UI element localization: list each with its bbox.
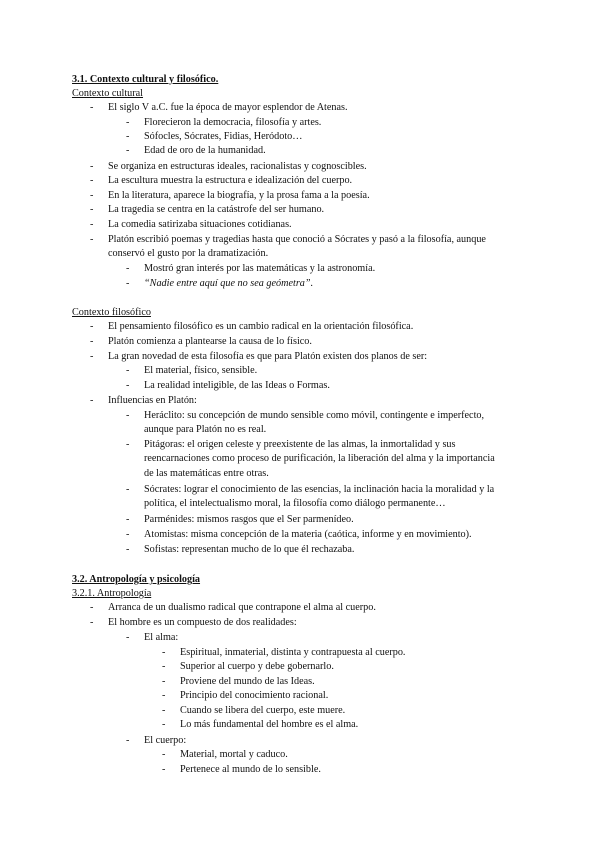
- bullet-dash: -: [126, 365, 130, 376]
- bullet-dash: -: [126, 410, 130, 421]
- list-item: El cuerpo:: [144, 735, 187, 746]
- bullet-dash: -: [126, 131, 130, 142]
- list-item: La tragedia se centra en la catástrofe del ser humano.: [108, 204, 325, 215]
- bullet-dash: -: [90, 102, 94, 113]
- list-item: Platón escribió poemas y tragedias hasta que conoció a Sócrates y pasó a la filosofía, aunque: [108, 234, 486, 245]
- list-item: El siglo V a.C. fue la época de mayor esplendor de Atenas.: [108, 102, 348, 113]
- bullet-dash: -: [126, 735, 130, 746]
- list-item: En la literatura, aparece la biografía, y la prosa fama a la poesía.: [108, 190, 370, 201]
- bullet-dash: -: [90, 321, 94, 332]
- section-title: 3.1. Contexto cultural y filosófico.: [72, 74, 219, 85]
- subsection-heading: Contexto cultural: [72, 88, 144, 99]
- bullet-dash: -: [126, 544, 130, 555]
- list-item: Platón comienza a plantearse la causa de lo físico.: [108, 336, 312, 347]
- bullet-dash: -: [90, 161, 94, 172]
- list-item: Pitágoras: el origen celeste y preexistente de las almas, la inmortalidad y sus: [144, 439, 456, 450]
- list-item-continued: política, el intelectualismo moral, la filosofía como diálogo permanente…: [144, 498, 446, 509]
- bullet-dash: -: [162, 647, 166, 658]
- bullet-dash: -: [90, 219, 94, 230]
- list-item: El pensamiento filosófico es un cambio radical en la orientación filosófica.: [108, 321, 414, 332]
- list-item: El material, físico, sensible.: [144, 365, 258, 376]
- list-item-continued: conservó el gusto por la dramatización.: [108, 248, 269, 259]
- list-item-continued: reencarnaciones como proceso de purificación, la liberación del alma y la importancia: [144, 453, 495, 464]
- bullet-dash: -: [90, 190, 94, 201]
- bullet-dash: -: [162, 764, 166, 775]
- bullet-dash: -: [126, 484, 130, 495]
- subsection-heading: 3.2.1. Antropología: [72, 588, 152, 599]
- list-item-continued: de las matemáticas entre otras.: [144, 468, 269, 479]
- bullet-dash: -: [90, 602, 94, 613]
- bullet-dash: -: [126, 439, 130, 450]
- bullet-dash: -: [90, 336, 94, 347]
- bullet-dash: -: [162, 661, 166, 672]
- bullet-dash: -: [90, 617, 94, 628]
- list-item: El alma:: [144, 632, 179, 643]
- list-item: Proviene del mundo de las Ideas.: [180, 676, 315, 687]
- list-item: Material, mortal y caduco.: [180, 749, 288, 760]
- list-item: Espiritual, inmaterial, distinta y contrapuesta al cuerpo.: [180, 647, 406, 658]
- bullet-dash: -: [162, 690, 166, 701]
- bullet-dash: -: [126, 117, 130, 128]
- bullet-dash: -: [126, 145, 130, 156]
- bullet-dash: -: [162, 719, 166, 730]
- list-item: Pertenece al mundo de lo sensible.: [180, 764, 321, 775]
- list-item: Mostró gran interés por las matemáticas y la astronomía.: [144, 263, 376, 274]
- list-item: Florecieron la democracia, filosofía y artes.: [144, 117, 322, 128]
- list-item: Edad de oro de la humanidad.: [144, 145, 266, 156]
- list-item: Superior al cuerpo y debe gobernarlo.: [180, 661, 334, 672]
- quote-item: “Nadie entre aquí que no sea geómetra”.: [144, 278, 314, 289]
- bullet-dash: -: [126, 278, 130, 289]
- bullet-dash: -: [126, 514, 130, 525]
- list-item: La escultura muestra la estructura e idealización del cuerpo.: [108, 175, 353, 186]
- list-item: Se organiza en estructuras ideales, racionalistas y cognoscibles.: [108, 161, 367, 172]
- list-item: Lo más fundamental del hombre es el alma.: [180, 719, 359, 730]
- bullet-dash: -: [90, 351, 94, 362]
- list-item: Heráclito: su concepción de mundo sensible como móvil, contingente e imperfecto,: [144, 410, 485, 421]
- bullet-dash: -: [90, 204, 94, 215]
- list-item: Principio del conocimiento racional.: [180, 690, 329, 701]
- subsection-heading: Contexto filosófico: [72, 307, 151, 318]
- list-item: La comedia satirizaba situaciones cotidianas.: [108, 219, 292, 230]
- bullet-dash: -: [126, 380, 130, 391]
- list-item: Influencias en Platón:: [108, 395, 197, 406]
- list-item: El hombre es un compuesto de dos realidades:: [108, 617, 297, 628]
- bullet-dash: -: [162, 705, 166, 716]
- list-item: Arranca de un dualismo radical que contrapone el alma al cuerpo.: [108, 602, 376, 613]
- bullet-dash: -: [126, 263, 130, 274]
- list-item: La gran novedad de esta filosofía es que para Platón existen dos planos de ser:: [108, 351, 428, 362]
- bullet-dash: -: [90, 234, 94, 245]
- bullet-dash: -: [90, 175, 94, 186]
- bullet-dash: -: [90, 395, 94, 406]
- bullet-dash: -: [162, 749, 166, 760]
- list-item: Sófocles, Sócrates, Fidias, Heródoto…: [144, 131, 303, 142]
- list-item-continued: aunque para Platón no es real.: [144, 424, 267, 435]
- list-item: Atomistas: misma concepción de la materia (caótica, informe y en movimiento).: [144, 529, 472, 540]
- bullet-dash: -: [162, 676, 166, 687]
- list-item: Sócrates: lograr el conocimiento de las esencias, la inclinación hacia la moralidad y la: [144, 484, 495, 495]
- section-title: 3.2. Antropología y psicología: [72, 574, 201, 585]
- list-item: Cuando se libera del cuerpo, este muere.: [180, 705, 346, 716]
- bullet-dash: -: [126, 529, 130, 540]
- list-item: La realidad inteligible, de las Ideas o Formas.: [144, 380, 330, 391]
- bullet-dash: -: [126, 632, 130, 643]
- list-item: Parménides: mismos rasgos que el Ser parmenídeo.: [144, 514, 354, 525]
- list-item: Sofistas: representan mucho de lo que él rechazaba.: [144, 544, 355, 555]
